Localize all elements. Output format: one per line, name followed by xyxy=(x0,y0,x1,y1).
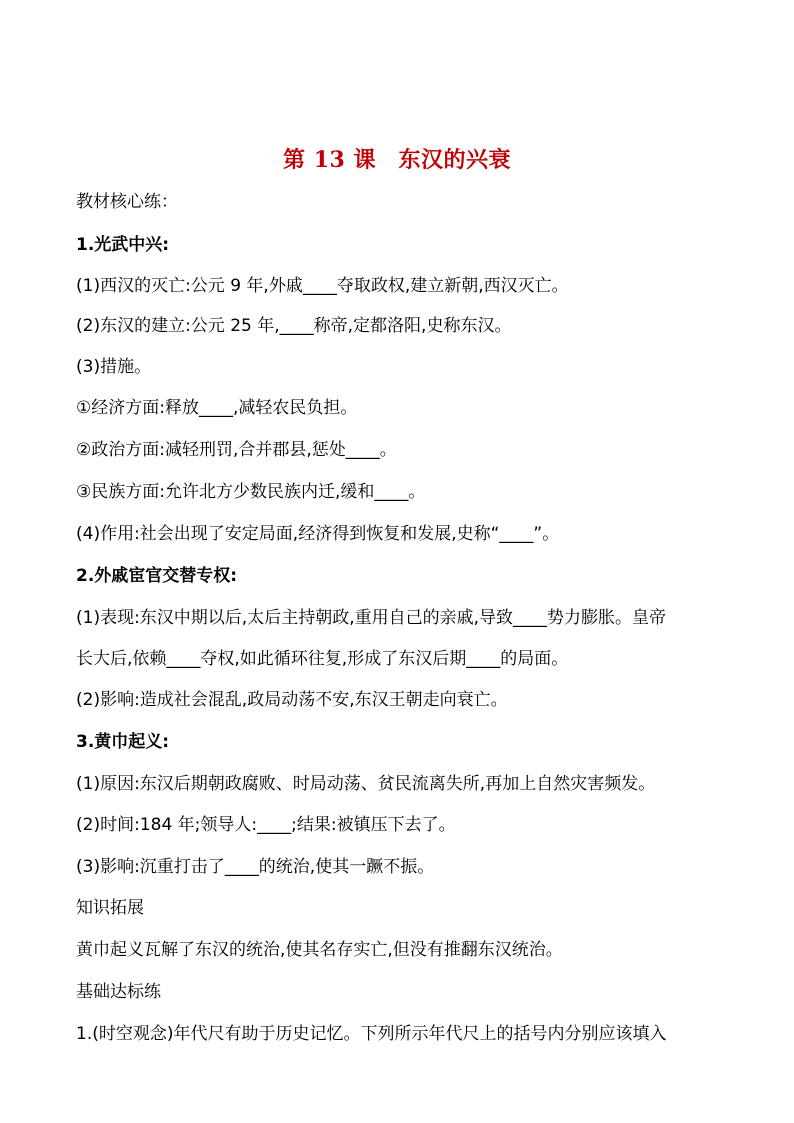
text-line: ③民族方面:允许北方少数民族内迁,缓和____。 xyxy=(76,482,426,502)
text-line: (1)表现:东汉中期以后,太后主持朝政,重用自己的亲戚,导致____势力膨胀。皇帝 xyxy=(76,608,667,628)
section-label-basic-practice: 基础达标练 xyxy=(76,982,161,1002)
text-line: ①经济方面:释放____,减轻农民负担。 xyxy=(76,398,358,418)
text-line: (2)影响:造成社会混乱,政局动荡不安,东汉王朝走向衰亡。 xyxy=(76,690,508,710)
page-title: 第 13 课 东汉的兴衰 xyxy=(283,147,511,173)
text-line: (1)西汉的灭亡:公元 9 年,外戚____夺取政权,建立新朝,西汉灭亡。 xyxy=(76,276,569,296)
text-line: 黄巾起义瓦解了东汉的统治,使其名存实亡,但没有推翻东汉统治。 xyxy=(76,940,563,960)
question-1: 1.(时空观念)年代尺有助于历史记忆。下列所示年代尺上的括号内分别应该填入 xyxy=(76,1024,667,1044)
text-line: (4)作用:社会出现了安定局面,经济得到恢复和发展,史称“____”。 xyxy=(76,524,560,544)
section-label-knowledge-expansion: 知识拓展 xyxy=(76,898,144,918)
section-heading-guangwu: 1.光武中兴: xyxy=(76,235,170,255)
section-heading-waiqi-huanguan: 2.外戚宦官交替专权: xyxy=(76,566,238,586)
section-label-core-practice: 教材核心练： xyxy=(76,192,178,212)
text-line: ②政治方面:减轻刑罚,合并郡县,惩处____。 xyxy=(76,440,397,460)
text-line: (3)影响:沉重打击了____的统治,使其一蹶不振。 xyxy=(76,857,435,877)
text-line: (3)措施。 xyxy=(76,357,152,377)
text-line: (2)东汉的建立:公元 25 年,____称帝,定都洛阳,史称东汉。 xyxy=(76,316,512,336)
text-line: 长大后,依赖____夺权,如此循环往复,形成了东汉后期____的局面。 xyxy=(76,649,569,669)
text-line: (1)原因:东汉后期朝政腐败、时局动荡、贫民流离失所,再加上自然灾害频发。 xyxy=(76,774,656,794)
section-heading-huangjin: 3.黄巾起义: xyxy=(76,732,170,752)
text-line: (2)时间:184 年;领导人:____;结果:被镇压下去了。 xyxy=(76,815,456,835)
